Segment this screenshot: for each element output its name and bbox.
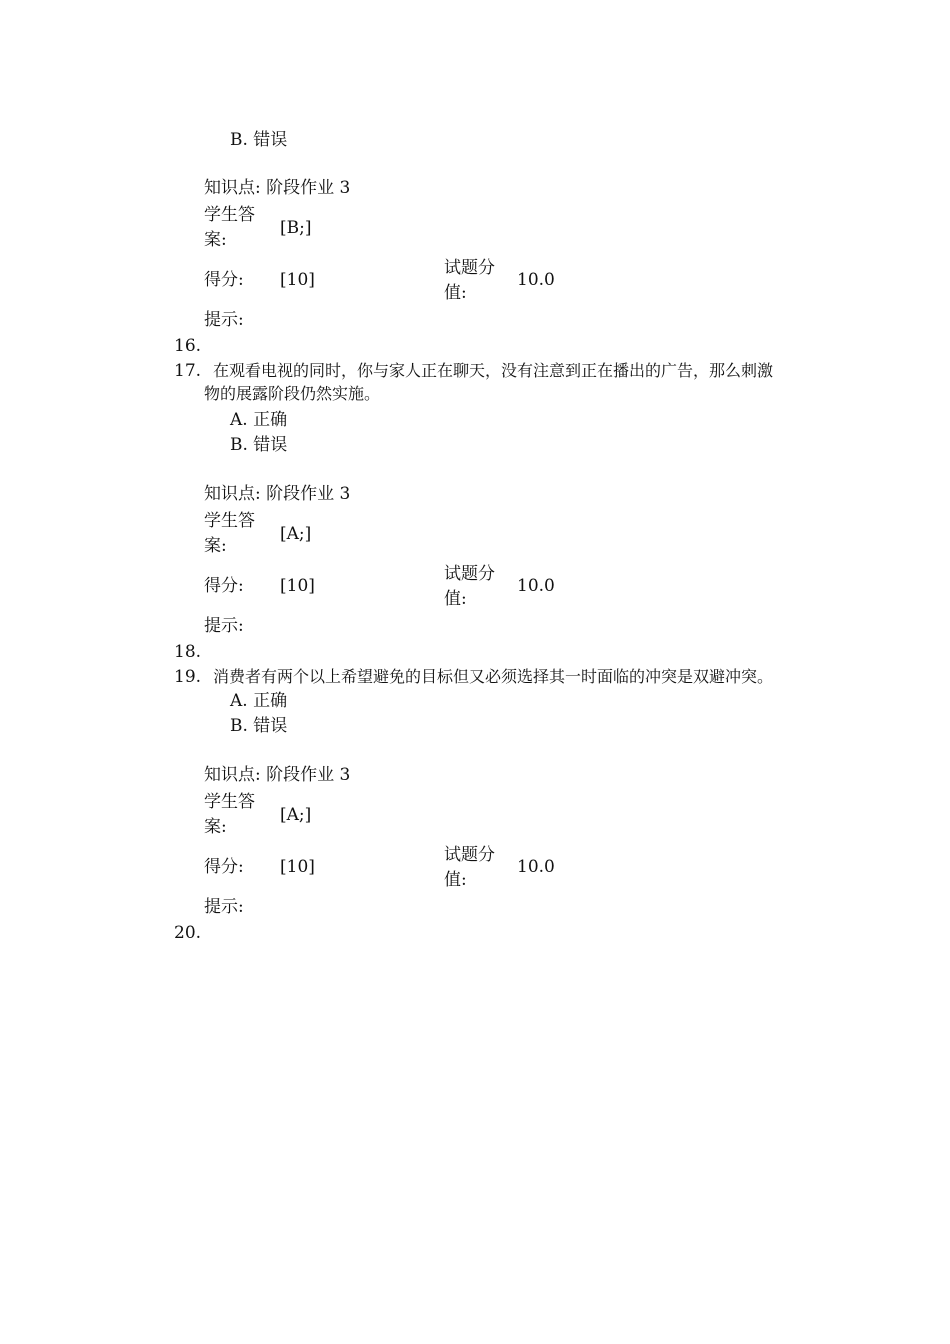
question-17-text: 在观看电视的同时，你与家人正在聊天，没有注意到正在播出的广告，那么刺激: [213, 361, 774, 380]
score-value: [10]: [280, 576, 315, 596]
score-value: [10]: [280, 270, 315, 290]
hint-label: 提示:: [204, 897, 244, 917]
score-label: 得分:: [204, 576, 244, 596]
question-number-17: 17.: [174, 361, 202, 381]
question-number-19: 19.: [174, 667, 202, 687]
knowledge-point: 知识点: 阶段作业 3: [204, 484, 351, 504]
item-value: 10.0: [517, 857, 555, 877]
item-value: 10.0: [517, 576, 555, 596]
score-label: 得分:: [204, 857, 244, 877]
option-b: B. 错误: [230, 130, 288, 150]
option-a: A. 正确: [230, 410, 288, 430]
option-a: A. 正确: [230, 691, 288, 711]
item-value: 10.0: [517, 270, 555, 290]
option-b: B. 错误: [230, 435, 288, 455]
item-value-label-cont: 值:: [444, 870, 467, 890]
score-label: 得分:: [204, 270, 244, 290]
knowledge-point: 知识点: 阶段作业 3: [204, 765, 351, 785]
item-value-label: 试题分: [444, 564, 495, 584]
student-answer-label-cont: 案:: [204, 230, 227, 250]
student-answer: [B;]: [280, 218, 312, 238]
student-answer-label: 学生答: [204, 205, 255, 225]
student-answer: [A;]: [280, 524, 312, 544]
item-value-label-cont: 值:: [444, 283, 467, 303]
question-number-20: 20.: [174, 923, 202, 943]
hint-label: 提示:: [204, 616, 244, 636]
hint-label: 提示:: [204, 310, 244, 330]
question-number-18: 18.: [174, 642, 202, 662]
student-answer-label-cont: 案:: [204, 817, 227, 837]
item-value-label: 试题分: [444, 845, 495, 865]
student-answer-label: 学生答: [204, 511, 255, 531]
question-17-text-cont: 物的展露阶段仍然实施。: [204, 384, 381, 403]
knowledge-point: 知识点: 阶段作业 3: [204, 178, 351, 198]
item-value-label: 试题分: [444, 258, 495, 278]
score-value: [10]: [280, 857, 315, 877]
option-b: B. 错误: [230, 716, 288, 736]
student-answer-label: 学生答: [204, 792, 255, 812]
student-answer-label-cont: 案:: [204, 536, 227, 556]
item-value-label-cont: 值:: [444, 589, 467, 609]
question-number-16: 16.: [174, 336, 202, 356]
student-answer: [A;]: [280, 805, 312, 825]
question-19-text: 消费者有两个以上希望避免的目标但又必须选择其一时面临的冲突是双避冲突。: [213, 667, 774, 686]
